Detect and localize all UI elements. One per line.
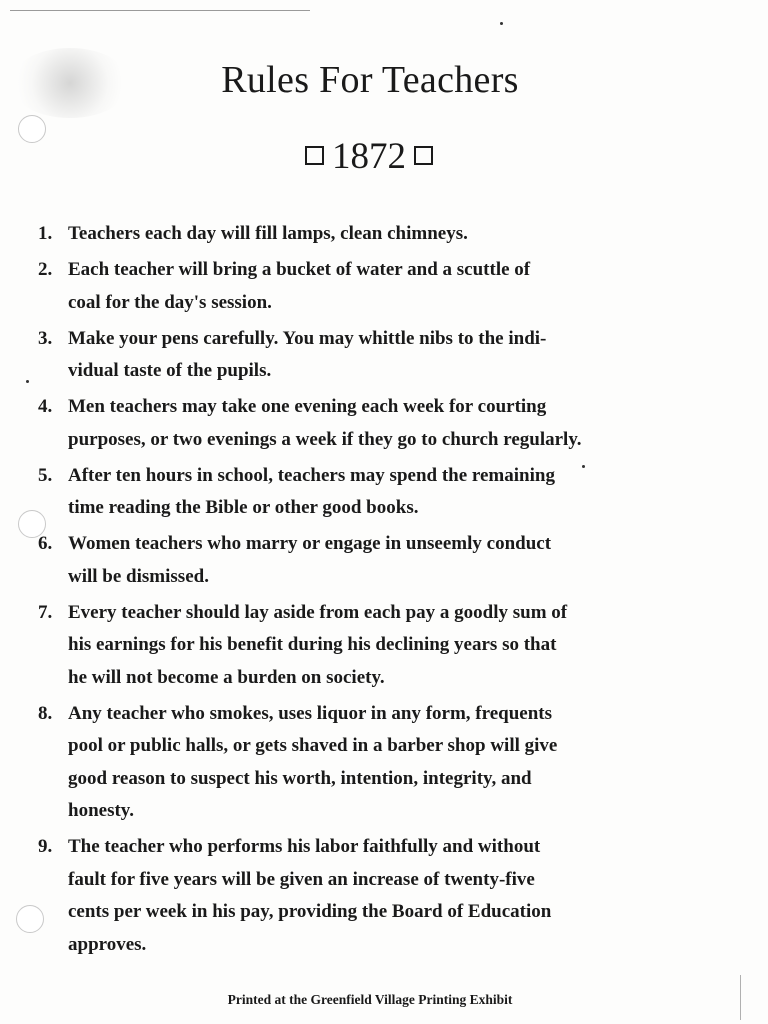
rule-text: Women teachers who marry or engage in unseemly conduct will be dismissed. bbox=[68, 533, 552, 587]
rule-number: 5. bbox=[38, 464, 53, 486]
ink-speck bbox=[500, 22, 503, 25]
rule-number: 6. bbox=[38, 533, 53, 554]
rule-text: Every teacher should lay aside from each pay a goodly sum of his earnings for his benefit during his declining years so that he will not become a burden on society. bbox=[68, 601, 568, 688]
top-edge-line bbox=[10, 10, 310, 11]
rule-text: Any teacher who smokes, uses liquor in any form, frequents pool or public halls, or gets shaved in a barber shop will give good reason to suspect his worth, intention, integrity, and honesty. bbox=[68, 702, 558, 821]
rule-text: Teachers each day will fill lamps, clean chimneys. bbox=[68, 223, 468, 244]
rule-number: 8. bbox=[38, 702, 53, 724]
rule-number: 3. bbox=[38, 327, 53, 349]
document-title: Rules For Teachers bbox=[221, 59, 519, 101]
rule-item bbox=[38, 597, 718, 695]
rule-number: 7. bbox=[38, 601, 53, 623]
rule-number: 4. bbox=[38, 396, 53, 417]
rule-number: 2. bbox=[38, 259, 53, 280]
rule-item bbox=[38, 528, 718, 593]
rule-text: The teacher who performs his labor faithfully and without fault for five years will be given an increase of twenty-five cents per week in his pay, providing the Board of Education approves. bbox=[68, 836, 552, 955]
rules-list bbox=[38, 218, 718, 961]
rule-item bbox=[38, 831, 718, 961]
rule-text: Make your pens carefully. You may whittle nibs to the indi- vidual taste of the pupils. bbox=[68, 327, 547, 381]
square-ornament-icon bbox=[414, 146, 433, 165]
rule-item bbox=[38, 460, 718, 525]
printer-footer: Printed at the Greenfield Village Printing Exhibit bbox=[227, 992, 513, 1007]
year-heading bbox=[0, 135, 738, 179]
rule-item bbox=[38, 254, 718, 319]
rule-number: 1. bbox=[38, 223, 53, 244]
rule-text: After ten hours in school, teachers may spend the remaining time reading the Bible or other good books. bbox=[68, 464, 555, 518]
rule-item bbox=[38, 323, 718, 388]
square-ornament-icon bbox=[305, 146, 324, 165]
rule-text: Men teachers may take one evening each week for courting purposes, or two evenings a week if they go to church regularly. bbox=[68, 396, 582, 450]
year-label: 1872 bbox=[332, 136, 406, 177]
rule-item bbox=[38, 698, 718, 828]
scan-edge-line bbox=[740, 975, 741, 1020]
rule-text: Each teacher will bring a bucket of water and a scuttle of coal for the day's session. bbox=[68, 259, 531, 313]
ink-speck bbox=[26, 380, 29, 383]
rule-item bbox=[38, 391, 718, 456]
rule-number: 9. bbox=[38, 836, 53, 857]
rule-item bbox=[38, 218, 718, 251]
